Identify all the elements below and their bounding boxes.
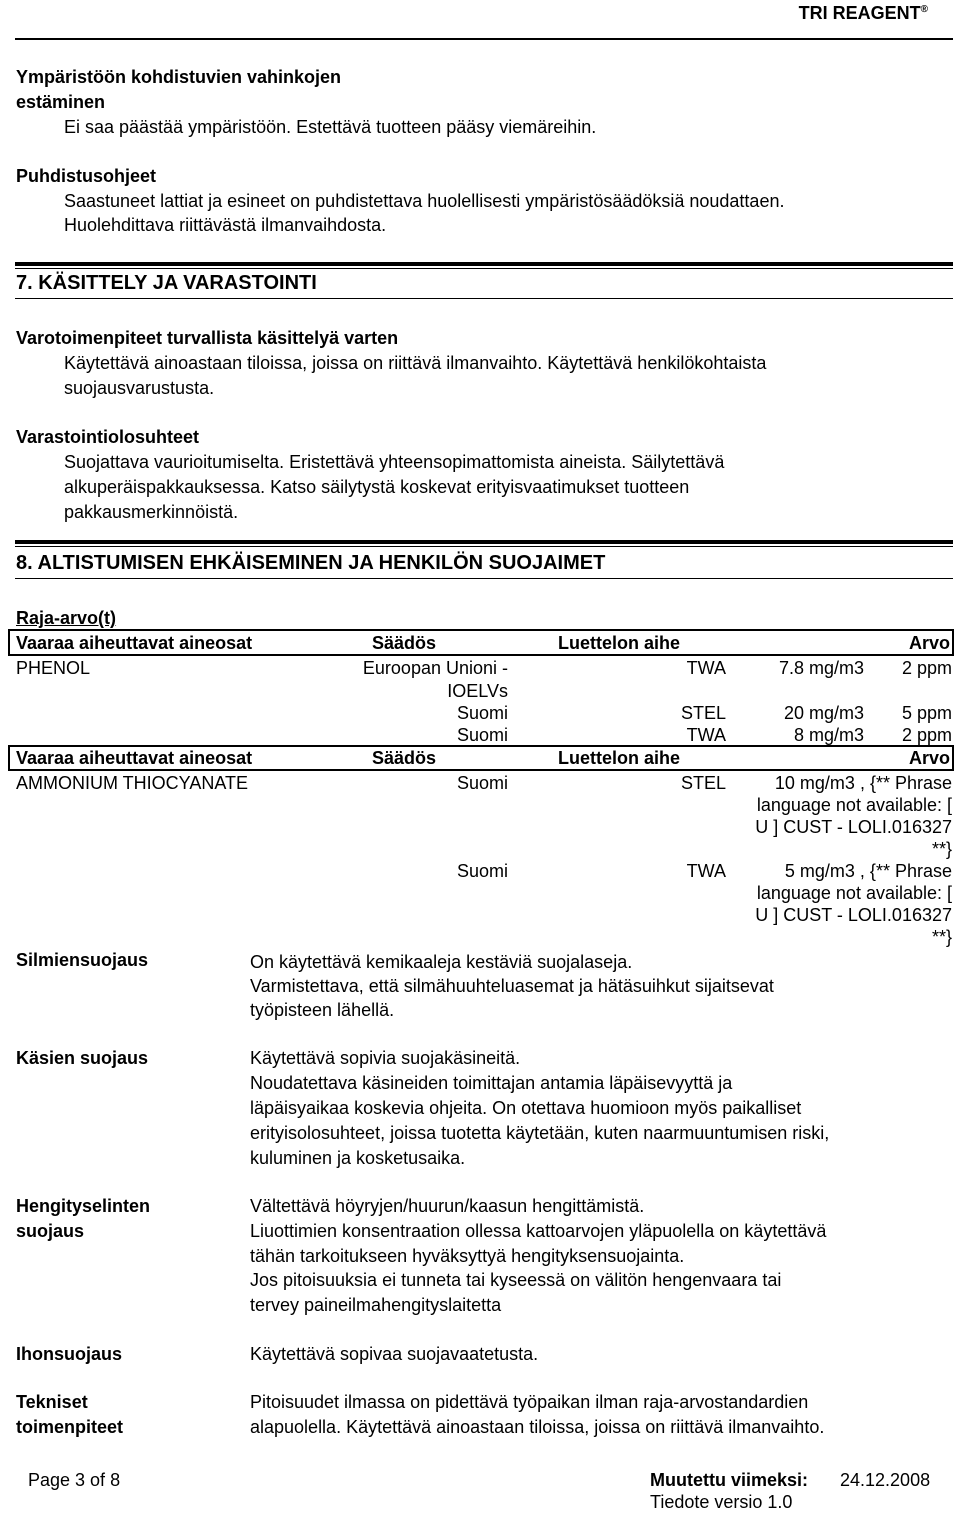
document-version: Tiedote versio 1.0	[650, 1492, 793, 1512]
modified-date: 24.12.2008	[840, 1470, 931, 1490]
value-cell: 20 mg/m3	[783, 703, 864, 723]
section7-rule-bottom	[15, 298, 953, 299]
respiratory-protection-label-2: suojaus	[16, 1221, 85, 1241]
section7-rule-thin	[15, 268, 953, 269]
respiratory-protection-line-4: Jos pitoisuuksia ei tunneta tai kyseessä on välitön hengenvaara tai	[250, 1270, 782, 1290]
section8-rule-thin	[15, 546, 953, 547]
ppm-cell: 5 ppm	[901, 703, 952, 723]
storage-line-2: alkuperäispakkauksessa. Katso säilytystä koskevat erityisvaatimukset tuotteen	[64, 477, 690, 497]
topic-cell: STEL	[680, 773, 726, 793]
topic-cell: TWA	[686, 725, 726, 745]
regulation-cell: Suomi	[456, 773, 508, 793]
storage-heading: Varastointiolosuhteet	[16, 427, 200, 447]
value-cell: language not available: [	[756, 795, 952, 815]
regulation-cell: Suomi	[456, 861, 508, 881]
topic-cell: TWA	[686, 658, 726, 678]
value-cell: 7.8 mg/m3	[778, 658, 864, 678]
value-cell: language not available: [	[756, 883, 952, 903]
col-header-value: Arvo	[908, 633, 950, 653]
section8-title: 8. ALTISTUMISEN EHKÄISEMINEN JA HENKILÖN SUOJAIMET	[16, 552, 606, 574]
respiratory-protection-line-2: Liuottimien konsentraation ollessa kattoarvojen yläpuolella on käytettävä	[250, 1221, 827, 1241]
registered-mark: ®	[920, 4, 928, 15]
value-cell: **}	[931, 927, 952, 947]
storage-line-1: Suojattava vaurioitumiselta. Eristettävä yhteensopimattomista aineista. Säilytettävä	[64, 452, 725, 472]
col-header-value: Arvo	[908, 748, 950, 768]
storage-line-3: pakkausmerkinnöistä.	[64, 502, 239, 522]
hand-protection-line-1: Käytettävä sopivia suojakäsineitä.	[250, 1048, 521, 1068]
col-header-component: Vaaraa aiheuttavat aineosat	[16, 748, 253, 768]
technical-measures-label-1: Tekniset	[16, 1392, 88, 1412]
table-border	[8, 745, 10, 771]
env-text: Ei saa päästää ympäristöön. Estettävä tuotteen pääsy viemäreihin.	[64, 117, 597, 137]
topic-cell: TWA	[686, 861, 726, 881]
table-border	[952, 629, 954, 655]
cleanup-heading: Puhdistusohjeet	[16, 166, 157, 186]
modified-label: Muutettu viimeksi:	[650, 1470, 809, 1490]
eye-protection-line-3: työpisteen lähellä.	[250, 1000, 395, 1020]
ppm-cell: 2 ppm	[901, 725, 952, 745]
page-number: Page 3 of 8	[28, 1470, 121, 1490]
regulation-cell: Suomi	[456, 725, 508, 745]
topic-cell: STEL	[680, 703, 726, 723]
value-cell: 8 mg/m3	[793, 725, 864, 745]
regulation-cell: Suomi	[456, 703, 508, 723]
component-name: PHENOL	[16, 658, 91, 678]
section7-title: 7. KÄSITTELY JA VARASTOINTI	[16, 272, 317, 294]
brand-name: TRI REAGENT®	[798, 3, 928, 23]
value-cell: 10 mg/m3 , {** Phrase	[774, 773, 952, 793]
respiratory-protection-line-1: Vältettävä höyryjen/huurun/kaasun hengittämistä.	[250, 1196, 645, 1216]
value-cell: U ] CUST - LOLI.016327	[755, 905, 952, 925]
col-header-component: Vaaraa aiheuttavat aineosat	[16, 633, 253, 653]
value-cell: 5 mg/m3 , {** Phrase	[784, 861, 952, 881]
header-rule	[15, 38, 953, 40]
regulation-cell: IOELVs	[447, 681, 508, 701]
technical-measures-line-2: alapuolella. Käytettävä ainoastaan tiloissa, joissa on riittävä ilmanvaihto.	[250, 1417, 825, 1437]
section8-rule-top	[15, 540, 953, 544]
respiratory-protection-label-1: Hengityselinten	[16, 1196, 151, 1216]
eye-protection-line-1: On käytettävä kemikaaleja kestäviä suojalaseja.	[250, 952, 633, 972]
handling-line-1: Käytettävä ainoastaan tiloissa, joissa on riittävä ilmanvaihto. Käytettävä henkilökohtaista	[64, 353, 767, 373]
eye-protection-line-2: Varmistettava, että silmähuuhteluasemat ja hätäsuihkut sijaitsevat	[250, 976, 774, 996]
skin-protection-line-1: Käytettävä sopivaa suojavaatetusta.	[250, 1344, 539, 1364]
respiratory-protection-line-5: tervey paineilmahengityslaitetta	[250, 1295, 502, 1315]
section8-rule-bottom	[15, 578, 953, 579]
value-cell: **}	[931, 839, 952, 859]
skin-protection-label: Ihonsuojaus	[16, 1344, 123, 1364]
regulation-cell: Euroopan Unioni -	[362, 658, 508, 678]
handling-line-2: suojausvarustusta.	[64, 378, 215, 398]
hand-protection-label: Käsien suojaus	[16, 1048, 149, 1068]
respiratory-protection-line-3: tähän tarkoitukseen hyväksyttyä hengityksensuojainta.	[250, 1246, 685, 1266]
hand-protection-line-2: Noudatettava käsineiden toimittajan antamia läpäisevyyttä ja	[250, 1073, 733, 1093]
env-heading-1: Ympäristöön kohdistuvien vahinkojen	[16, 67, 342, 87]
component-name: AMMONIUM THIOCYANATE	[16, 773, 249, 793]
hand-protection-line-5: kuluminen ja kosketusaika.	[250, 1148, 466, 1168]
col-header-regulation: Säädös	[372, 748, 437, 768]
limits-heading: Raja-arvo(t)	[16, 608, 117, 628]
col-header-topic: Luettelon aihe	[558, 633, 681, 653]
technical-measures-line-1: Pitoisuudet ilmassa on pidettävä työpaikan ilman raja-arvostandardien	[250, 1392, 809, 1412]
section7-rule-top	[15, 262, 953, 266]
hand-protection-line-4: erityisolosuhteet, joissa tuotetta käytetään, kuten naarmuuntumisen riski,	[250, 1123, 830, 1143]
cleanup-line-2: Huolehdittava riittävästä ilmanvaihdosta.	[64, 215, 387, 235]
cleanup-line-1: Saastuneet lattiat ja esineet on puhdistettava huolellisesti ympäristösäädöksiä noudattaen.	[64, 191, 785, 211]
handling-heading: Varotoimenpiteet turvallista käsittelyä varten	[16, 328, 399, 348]
hand-protection-line-3: läpäisyaikaa koskevia ohjeita. On otettava huomioon myös paikalliset	[250, 1098, 802, 1118]
ppm-cell: 2 ppm	[901, 658, 952, 678]
value-cell: U ] CUST - LOLI.016327	[755, 817, 952, 837]
env-heading-2: estäminen	[16, 92, 106, 112]
table-border	[952, 745, 954, 771]
eye-protection-label: Silmiensuojaus	[16, 950, 149, 970]
col-header-topic: Luettelon aihe	[558, 748, 681, 768]
table-border	[8, 629, 10, 655]
col-header-regulation: Säädös	[372, 633, 437, 653]
technical-measures-label-2: toimenpiteet	[16, 1417, 124, 1437]
